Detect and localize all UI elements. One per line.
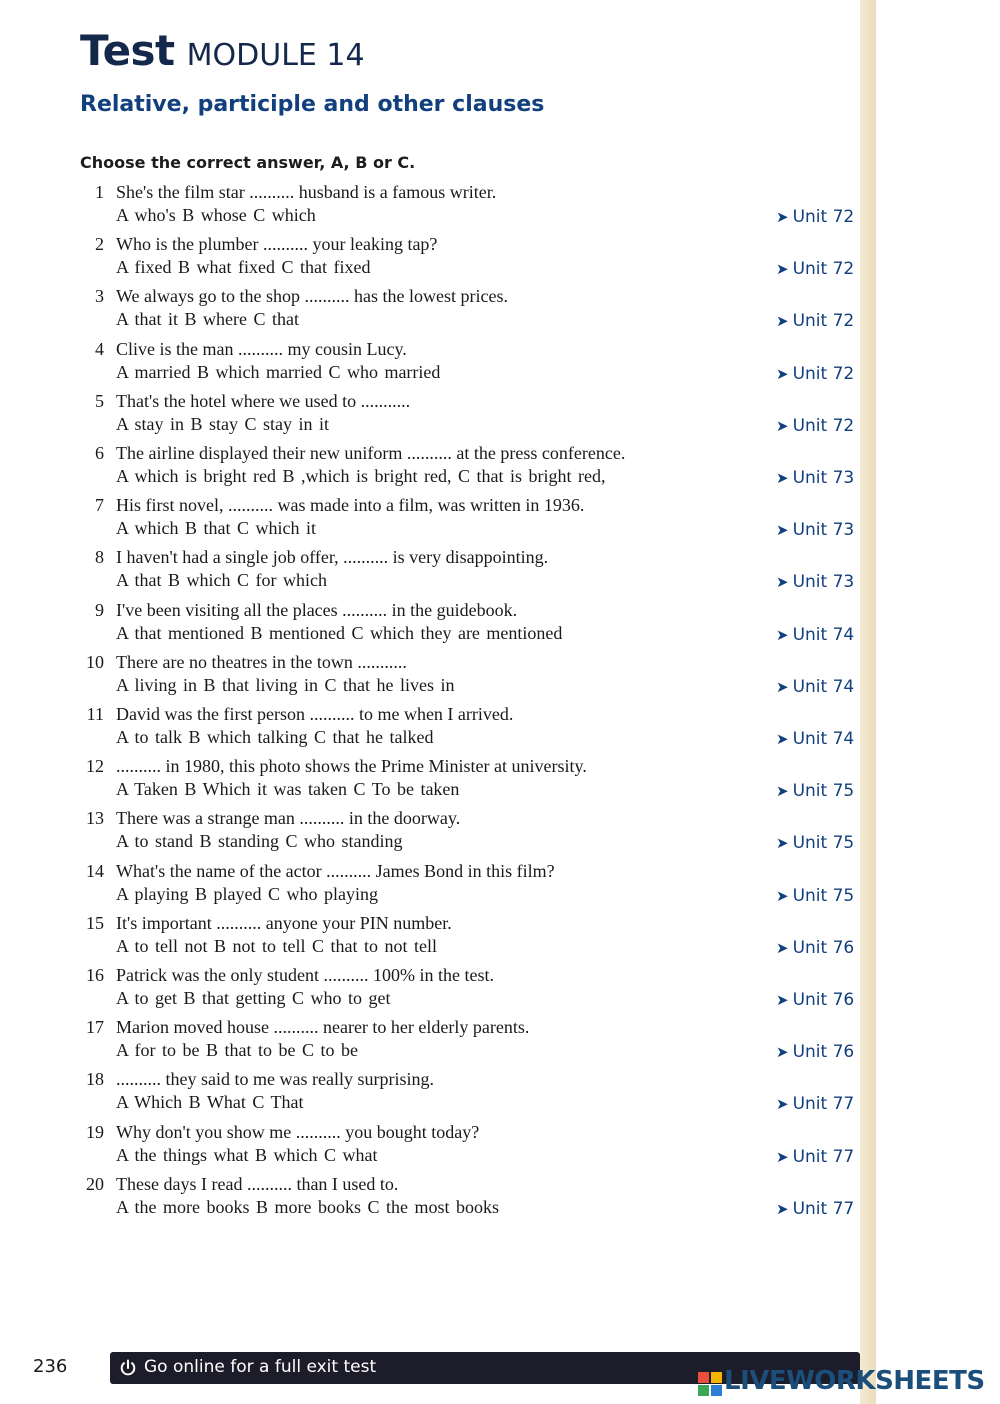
unit-reference <box>776 1042 854 1062</box>
question-number: 4 <box>95 338 104 359</box>
question-text: .......... in 1980, this photo shows the Prime Minister at university. <box>116 756 587 777</box>
unit-label: Unit 73 <box>792 572 855 593</box>
unit-label: Unit 76 <box>792 937 855 958</box>
page-number: 236 <box>33 1356 68 1377</box>
question-item <box>0 911 860 963</box>
arrow-right-icon: ➤ <box>776 938 789 957</box>
question-options[interactable]: A Taken B Which it was taken C To be taken <box>116 779 460 800</box>
arrow-right-icon: ➤ <box>776 312 789 331</box>
question-text: We always go to the shop .......... has the lowest prices. <box>116 286 508 307</box>
question-text: His first novel, .......... was made into a film, was written in 1936. <box>116 495 585 516</box>
unit-label: Unit 72 <box>792 207 855 227</box>
question-item <box>0 180 860 232</box>
question-number: 17 <box>86 1017 104 1038</box>
unit-label: Unit 72 <box>792 311 855 332</box>
arrow-right-icon: ➤ <box>776 469 789 487</box>
unit-label: Unit 74 <box>792 676 855 697</box>
question-item <box>0 232 860 284</box>
unit-label: Unit 74 <box>792 624 855 645</box>
unit-reference <box>776 416 854 436</box>
unit-reference <box>776 625 854 645</box>
arrow-right-icon: ➤ <box>776 782 789 801</box>
unit-reference <box>776 886 854 906</box>
arrow-right-icon: ➤ <box>776 416 789 435</box>
question-item <box>0 441 860 493</box>
unit-reference <box>776 1199 854 1219</box>
unit-reference <box>776 468 854 488</box>
arrow-right-icon: ➤ <box>776 1199 789 1218</box>
power-icon <box>118 1358 138 1378</box>
question-number: 8 <box>95 547 104 568</box>
unit-label: Unit 75 <box>792 885 855 906</box>
unit-label: Unit 74 <box>792 729 855 749</box>
question-item <box>0 702 860 754</box>
question-number: 19 <box>86 1121 104 1142</box>
unit-reference <box>776 572 854 592</box>
unit-reference <box>776 833 854 853</box>
arrow-right-icon: ➤ <box>776 1095 789 1114</box>
arrow-right-icon: ➤ <box>776 625 789 644</box>
unit-label: Unit 77 <box>792 1094 855 1115</box>
question-text: Why don't you show me .......... you bought today? <box>116 1121 480 1142</box>
question-number: 3 <box>95 286 104 307</box>
question-item <box>0 650 860 702</box>
unit-label: Unit 72 <box>792 363 855 384</box>
page-subtitle: Relative, participle and other clauses <box>80 92 545 117</box>
question-item <box>0 1120 860 1172</box>
question-number: 10 <box>86 651 104 672</box>
question-options[interactable]: A that it B where C that <box>116 309 299 330</box>
question-options[interactable]: A which B that C which it <box>116 518 316 539</box>
question-item <box>0 963 860 1015</box>
question-text: It's important .......... anyone your PIN number. <box>116 912 452 933</box>
question-number: 9 <box>95 599 104 620</box>
unit-label: Unit 76 <box>792 990 855 1010</box>
title-test: Test <box>80 26 175 75</box>
question-options[interactable]: A married B which married C who married <box>116 361 441 382</box>
arrow-right-icon: ➤ <box>776 573 789 592</box>
question-text: These days I read .......... than I used to. <box>116 1173 399 1194</box>
page-title <box>80 26 365 75</box>
question-options[interactable]: A living in B that living in C that he lives in <box>116 674 455 695</box>
question-item <box>0 337 860 389</box>
unit-label: Unit 75 <box>792 833 855 854</box>
arrow-right-icon: ➤ <box>776 260 789 279</box>
question-text: There was a strange man .......... in the doorway. <box>116 808 461 829</box>
question-number: 20 <box>86 1173 104 1194</box>
question-options[interactable]: A fixed B what fixed C that fixed <box>116 257 371 278</box>
question-item <box>0 545 860 597</box>
unit-label: Unit 75 <box>792 781 855 802</box>
question-text: There are no theatres in the town ........... <box>116 651 407 672</box>
question-text: I've been visiting all the places .......... in the guidebook. <box>116 599 518 620</box>
question-number: 11 <box>86 704 104 724</box>
question-options[interactable]: A the more books B more books C the most books <box>116 1196 499 1217</box>
question-number: 6 <box>95 443 104 463</box>
question-item <box>0 806 860 858</box>
unit-reference <box>776 311 854 331</box>
question-number: 16 <box>86 965 104 985</box>
question-item <box>0 493 860 545</box>
unit-reference <box>776 990 854 1010</box>
question-number: 12 <box>86 756 104 777</box>
unit-reference <box>776 207 854 227</box>
question-options[interactable]: A to tell not B not to tell C that to not tell <box>116 935 437 956</box>
question-text: Who is the plumber .......... your leaking tap? <box>116 234 438 255</box>
question-number: 1 <box>95 182 104 202</box>
unit-label: Unit 77 <box>792 1198 855 1219</box>
question-options[interactable]: A that B which C for which <box>116 570 327 591</box>
question-item <box>0 389 860 441</box>
question-number: 5 <box>95 390 104 411</box>
question-number: 7 <box>95 495 104 516</box>
unit-reference <box>776 1094 854 1114</box>
question-text: David was the first person .......... to me when I arrived. <box>116 704 514 724</box>
question-number: 15 <box>86 912 104 933</box>
question-item <box>0 1172 860 1224</box>
unit-label: Unit 72 <box>792 415 855 436</box>
unit-label: Unit 73 <box>792 520 855 541</box>
question-options[interactable]: A stay in B stay C stay in it <box>116 413 330 434</box>
unit-reference <box>776 520 854 540</box>
question-item <box>0 284 860 336</box>
arrow-right-icon: ➤ <box>776 364 789 383</box>
unit-label: Unit 72 <box>792 259 855 280</box>
question-item <box>0 1015 860 1067</box>
unit-reference <box>776 729 854 749</box>
question-number: 14 <box>86 860 104 881</box>
question-options[interactable]: A playing B played C who playing <box>116 883 378 904</box>
title-module: MODULE 14 <box>186 38 365 73</box>
question-options[interactable]: A to stand B standing C who standing <box>116 831 403 852</box>
question-options[interactable]: A to talk B which talking C that he talked <box>116 727 434 747</box>
unit-label: Unit 76 <box>792 1042 855 1063</box>
unit-label: Unit 73 <box>792 468 855 488</box>
arrow-right-icon: ➤ <box>776 991 789 1009</box>
arrow-right-icon: ➤ <box>776 677 789 696</box>
question-options[interactable]: A the things what B which C what <box>116 1144 378 1165</box>
arrow-right-icon: ➤ <box>776 521 789 540</box>
arrow-right-icon: ➤ <box>776 834 789 853</box>
question-options[interactable]: A Which B What C That <box>116 1092 304 1113</box>
question-options[interactable]: A who's B whose C which <box>116 205 316 225</box>
unit-reference <box>776 781 854 801</box>
question-text: She's the film star .......... husband is a famous writer. <box>116 182 497 202</box>
unit-reference <box>776 364 854 384</box>
question-text: Marion moved house .......... nearer to her elderly parents. <box>116 1017 530 1038</box>
arrow-right-icon: ➤ <box>776 1043 789 1062</box>
question-text: Patrick was the only student .......... 100% in the test. <box>116 965 494 985</box>
instruction-text: Choose the correct answer, A, B or C. <box>80 153 416 172</box>
question-text: The airline displayed their new uniform .......... at the press conference. <box>116 443 626 463</box>
question-text: That's the hotel where we used to ........... <box>116 390 411 411</box>
arrow-right-icon: ➤ <box>776 208 789 226</box>
question-item <box>0 1067 860 1119</box>
arrow-right-icon: ➤ <box>776 886 789 905</box>
unit-reference <box>776 938 854 958</box>
question-text: .......... they said to me was really surprising. <box>116 1069 434 1090</box>
question-number: 18 <box>86 1069 104 1090</box>
question-options[interactable]: A to get B that getting C who to get <box>116 988 391 1008</box>
question-text: Clive is the man .......... my cousin Lucy. <box>116 338 407 359</box>
question-item <box>0 859 860 911</box>
liveworksheets-logo-icon <box>698 1372 722 1396</box>
watermark-text: LIVEWORKSHEETS <box>724 1366 985 1396</box>
question-text: What's the name of the actor .......... James Bond in this film? <box>116 860 555 881</box>
page-edge-shadow <box>860 0 876 1404</box>
unit-label: Unit 77 <box>792 1146 855 1167</box>
arrow-right-icon: ➤ <box>776 730 789 748</box>
arrow-right-icon: ➤ <box>776 1147 789 1166</box>
question-number: 13 <box>86 808 104 829</box>
question-text: I haven't had a single job offer, .......... is very disappointing. <box>116 547 549 568</box>
unit-reference <box>776 677 854 697</box>
question-item <box>0 598 860 650</box>
unit-reference <box>776 259 854 279</box>
unit-reference <box>776 1147 854 1167</box>
question-number: 2 <box>95 234 104 255</box>
question-options[interactable]: A that mentioned B mentioned C which they are mentioned <box>116 622 563 643</box>
question-options[interactable]: A for to be B that to be C to be <box>116 1040 358 1061</box>
question-options[interactable]: A which is bright red B ,which is bright red, C that is bright red, <box>116 466 606 486</box>
online-test-text: Go online for a full exit test <box>144 1357 377 1377</box>
question-item <box>0 754 860 806</box>
